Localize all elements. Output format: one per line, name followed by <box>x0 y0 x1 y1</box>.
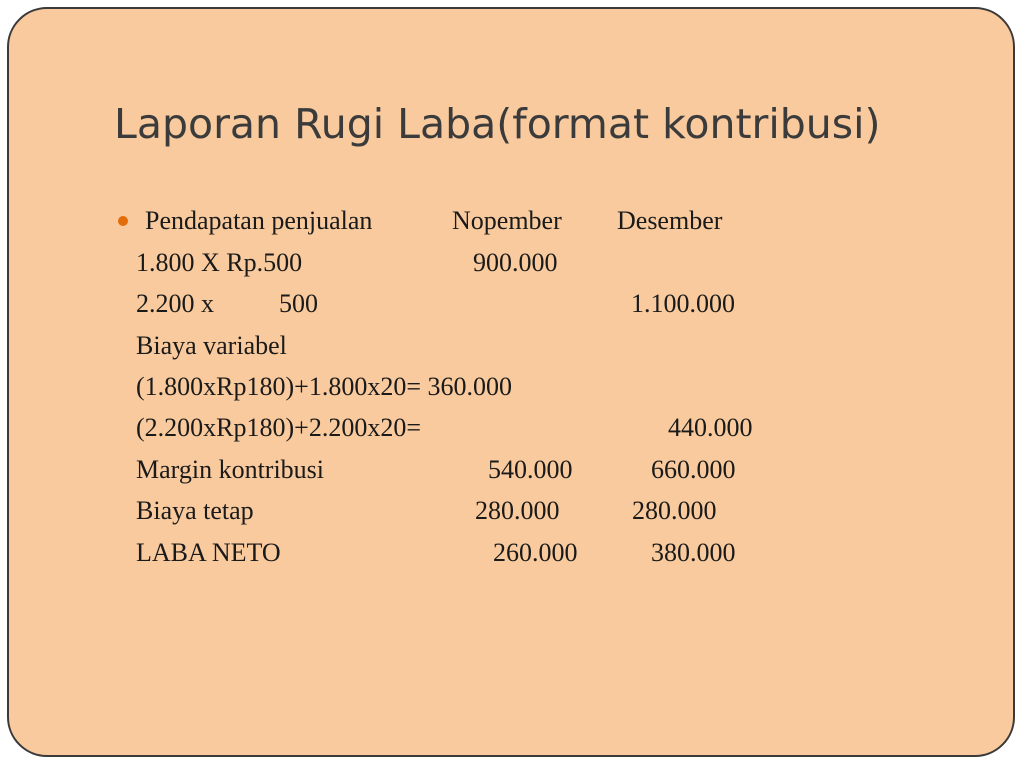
row-label: (1.800xRp180)+1.800x20= 360.000 <box>136 372 512 401</box>
value-nopember: 260.000 <box>493 538 578 567</box>
row-label: 2.200 x <box>136 289 214 318</box>
column-header-desember: Desember <box>617 206 723 235</box>
row-label: 1.800 X Rp.500 <box>136 248 303 277</box>
value-nopember: 900.000 <box>473 248 558 277</box>
value-desember: 440.000 <box>668 413 753 442</box>
value-desember: 660.000 <box>651 455 736 484</box>
value-desember: 380.000 <box>651 538 736 567</box>
row-label-price: 500 <box>279 289 318 318</box>
row-label: Biaya tetap <box>136 496 254 525</box>
bullet-dot-icon <box>118 216 128 226</box>
row-label: Margin kontribusi <box>136 455 325 484</box>
value-desember: 1.100.000 <box>631 289 735 318</box>
column-header-nopember: Nopember <box>452 206 562 235</box>
row-label: Biaya variabel <box>136 331 287 360</box>
row-label: LABA NETO <box>136 538 281 567</box>
value-nopember: 540.000 <box>488 455 573 484</box>
value-nopember: 280.000 <box>475 496 560 525</box>
row-label: (2.200xRp180)+2.200x20= <box>136 413 421 442</box>
slide-title: Laporan Rugi Laba(format kontribusi) <box>114 100 881 148</box>
value-desember: 280.000 <box>632 496 717 525</box>
row-label: Pendapatan penjualan <box>145 206 373 235</box>
